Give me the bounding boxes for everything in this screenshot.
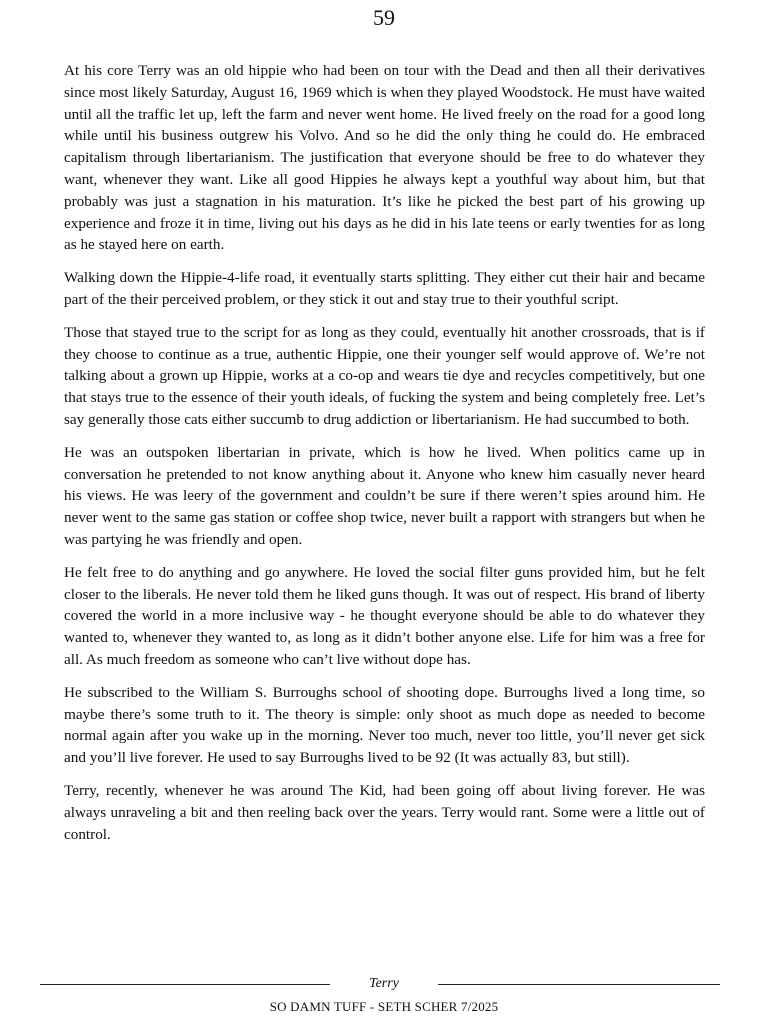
page-number: 59 <box>373 5 395 30</box>
paragraph: He felt free to do anything and go anywhere. He loved the social filter guns provided him, but he felt closer to the liberals. He never told them he liked guns though. It was out of respect. His brand of liberty covered the world in a more inclusive way - he thought everyone should be able to do whatever they wanted to, whenever they wanted to, as long as it didn’t bother anyone else. Life for him was a free for all. As much freedom as someone who can’t live without dope has. <box>64 563 705 668</box>
body-text <box>64 60 705 856</box>
footer-credit: SO DAMN TUFF - SETH SCHER 7/2025 <box>269 999 499 1014</box>
paragraph: He was an outspoken libertarian in private, which is how he lived. When politics came up in conversation he pretended to not know anything about it. Anyone who knew him casually never heard his views. He was leery of the government and couldn’t be sure if there weren’t spies around him. He never went to the same gas station or coffee shop twice, never built a rapport with strangers but when he was partying he was friendly and open. <box>64 443 705 548</box>
paragraph: Those that stayed true to the script for as long as they could, eventually hit another crossroads, that is if they choose to continue as a true, authentic Hippie, one their younger self would approve of. We’re not talking about a grown up Hippie, works at a co-op and wears tie dye and recycles competitively, but one that stays true to the essence of their youth ideals, of fucking the system and being completely free. Let’s say generally those cats either succumb to drug addiction or libertarianism. He had succumbed to both. <box>64 323 705 428</box>
paragraph: He subscribed to the William S. Burroughs school of shooting dope. Burroughs lived a long time, so maybe there’s some truth to it. The theory is simple: only shoot as much dope as needed to become normal again after you wake up in the morning. Never too much, never too little, you’ll never get sick and you’ll live forever. He used to say Burroughs lived to be 92 (It was actually 83, but still). <box>64 683 705 767</box>
footer-chapter-row <box>0 974 768 994</box>
paragraph: At his core Terry was an old hippie who had been on tour with the Dead and then all their derivatives since most likely Saturday, August 16, 1969 which is when they played Woodstock. He must have waited until all the traffic let up, left the farm and never went home. He lived freely on the road for a good long while until his business outgrew his Volvo. And so he did the only thing he could do. He embraced capitalism through libertarianism. The justification that everyone should be free to do whatever they want, whenever they want. Like all good Hippies he always kept a youthful way about him, but that probably was just a stagnation in his maturation. It’s like he picked the best part of his growing up experience and froze it in time, living out his days as he did in his late teens or early twenties for as long as he stayed here on earth. <box>64 62 705 254</box>
footer-rule-left <box>40 984 330 985</box>
footer-rule-right <box>438 984 720 985</box>
page-footer <box>0 974 768 1014</box>
chapter-name: Terry <box>369 976 399 991</box>
paragraph: Terry, recently, whenever he was around The Kid, had been going off about living forever. He was always unraveling a bit and then reeling back over the years. Terry would rant. Some were a little out of control. <box>64 781 705 843</box>
paragraph: Walking down the Hippie-4-life road, it eventually starts splitting. They either cut their hair and became part of the their perceived problem, or they stick it out and stay true to their youthful script. <box>64 269 705 308</box>
